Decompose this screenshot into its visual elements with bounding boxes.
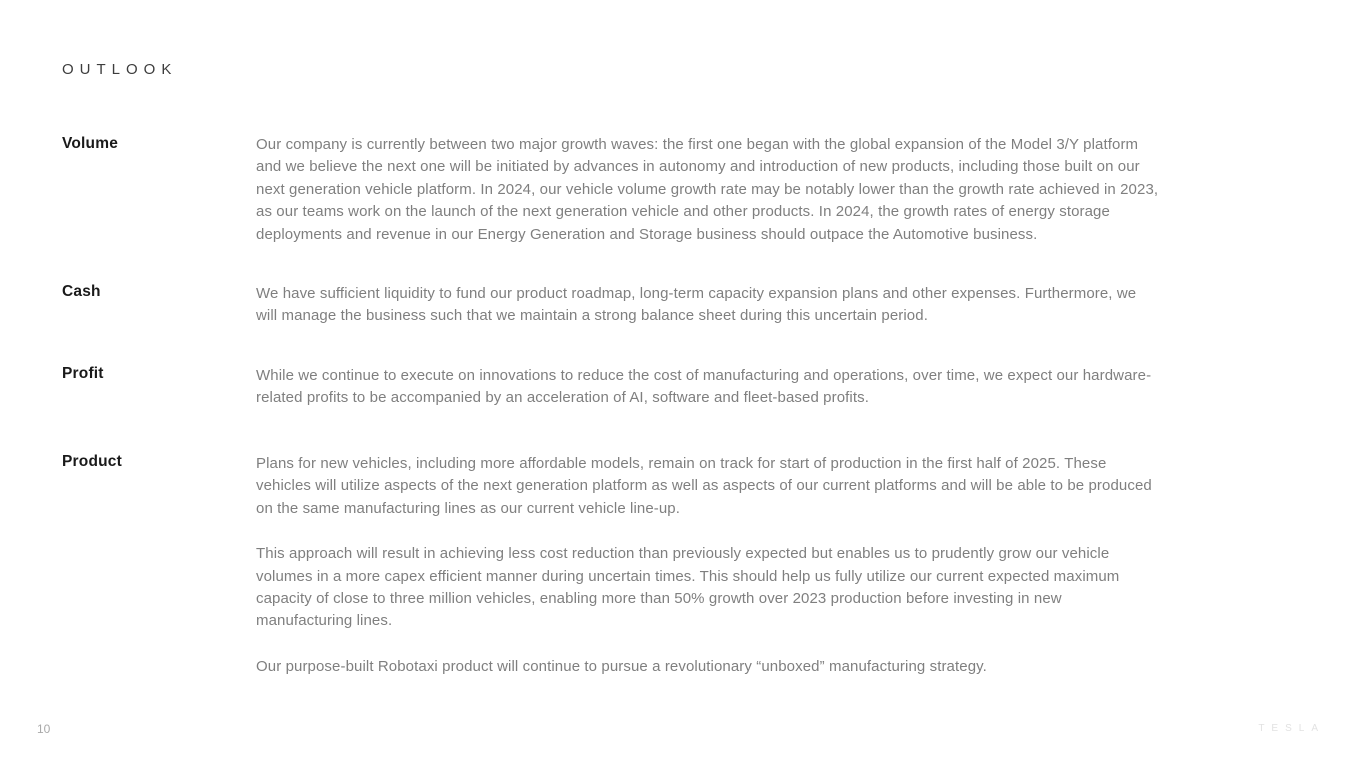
section-label-cash: Cash <box>62 283 101 300</box>
section-text-cash <box>256 283 1161 328</box>
section-text-profit <box>256 365 1161 410</box>
section-text-product <box>256 453 1161 678</box>
paragraph: While we continue to execute on innovations to reduce the cost of manufacturing and operations, over time, we expect our hardware-related profits to be accompanied by an acceleration of AI, software and fleet-based profits. <box>256 367 1152 407</box>
paragraph: Plans for new vehicles, including more affordable models, remain on track for start of production in the first half of 2025. These vehicles will utilize aspects of the next generation platform as well as aspects of our current platforms and will be able to be produced on the same manufacturing lines as our current vehicle line-up. <box>256 455 1152 517</box>
paragraph: Our company is currently between two major growth waves: the first one began with the global expansion of the Model 3/Y platform and we believe the next one will be initiated by advances in autonomy and introduction of new products, including those built on our next generation vehicle platform. In 2024, our vehicle volume growth rate may be notably lower than the growth rate achieved in 2023, as our teams work on the launch of the next generation vehicle and other products. In 2024, the growth rates of energy storage deployments and revenue in our Energy Generation and Storage business should outpace the Automotive business. <box>256 136 1159 243</box>
section-label-profit: Profit <box>62 365 104 382</box>
section-label-product: Product <box>62 453 122 470</box>
section-text-volume <box>256 134 1161 246</box>
paragraph: We have sufficient liquidity to fund our product roadmap, long-term capacity expansion plans and other expenses. Furthermore, we will manage the business such that we maintain a strong balance sheet during this uncertain period. <box>256 285 1137 325</box>
section-label-volume: Volume <box>62 135 119 152</box>
paragraph: This approach will result in achieving less cost reduction than previously expected but enables us to prudently grow our vehicle volumes in a more capex efficient manner during uncertain times. This should help us fully utilize our current expected maximum capacity of close to three million vehicles, enabling more than 50% growth over 2023 production before investing in new manufacturing lines. <box>256 545 1120 630</box>
tesla-wordmark-logo: TESLA <box>1258 723 1325 734</box>
page-title: OUTLOOK <box>62 61 178 78</box>
page-number: 10 <box>37 722 51 736</box>
paragraph: Our purpose-built Robotaxi product will continue to pursue a revolutionary “unboxed” manufacturing strategy. <box>256 657 987 675</box>
